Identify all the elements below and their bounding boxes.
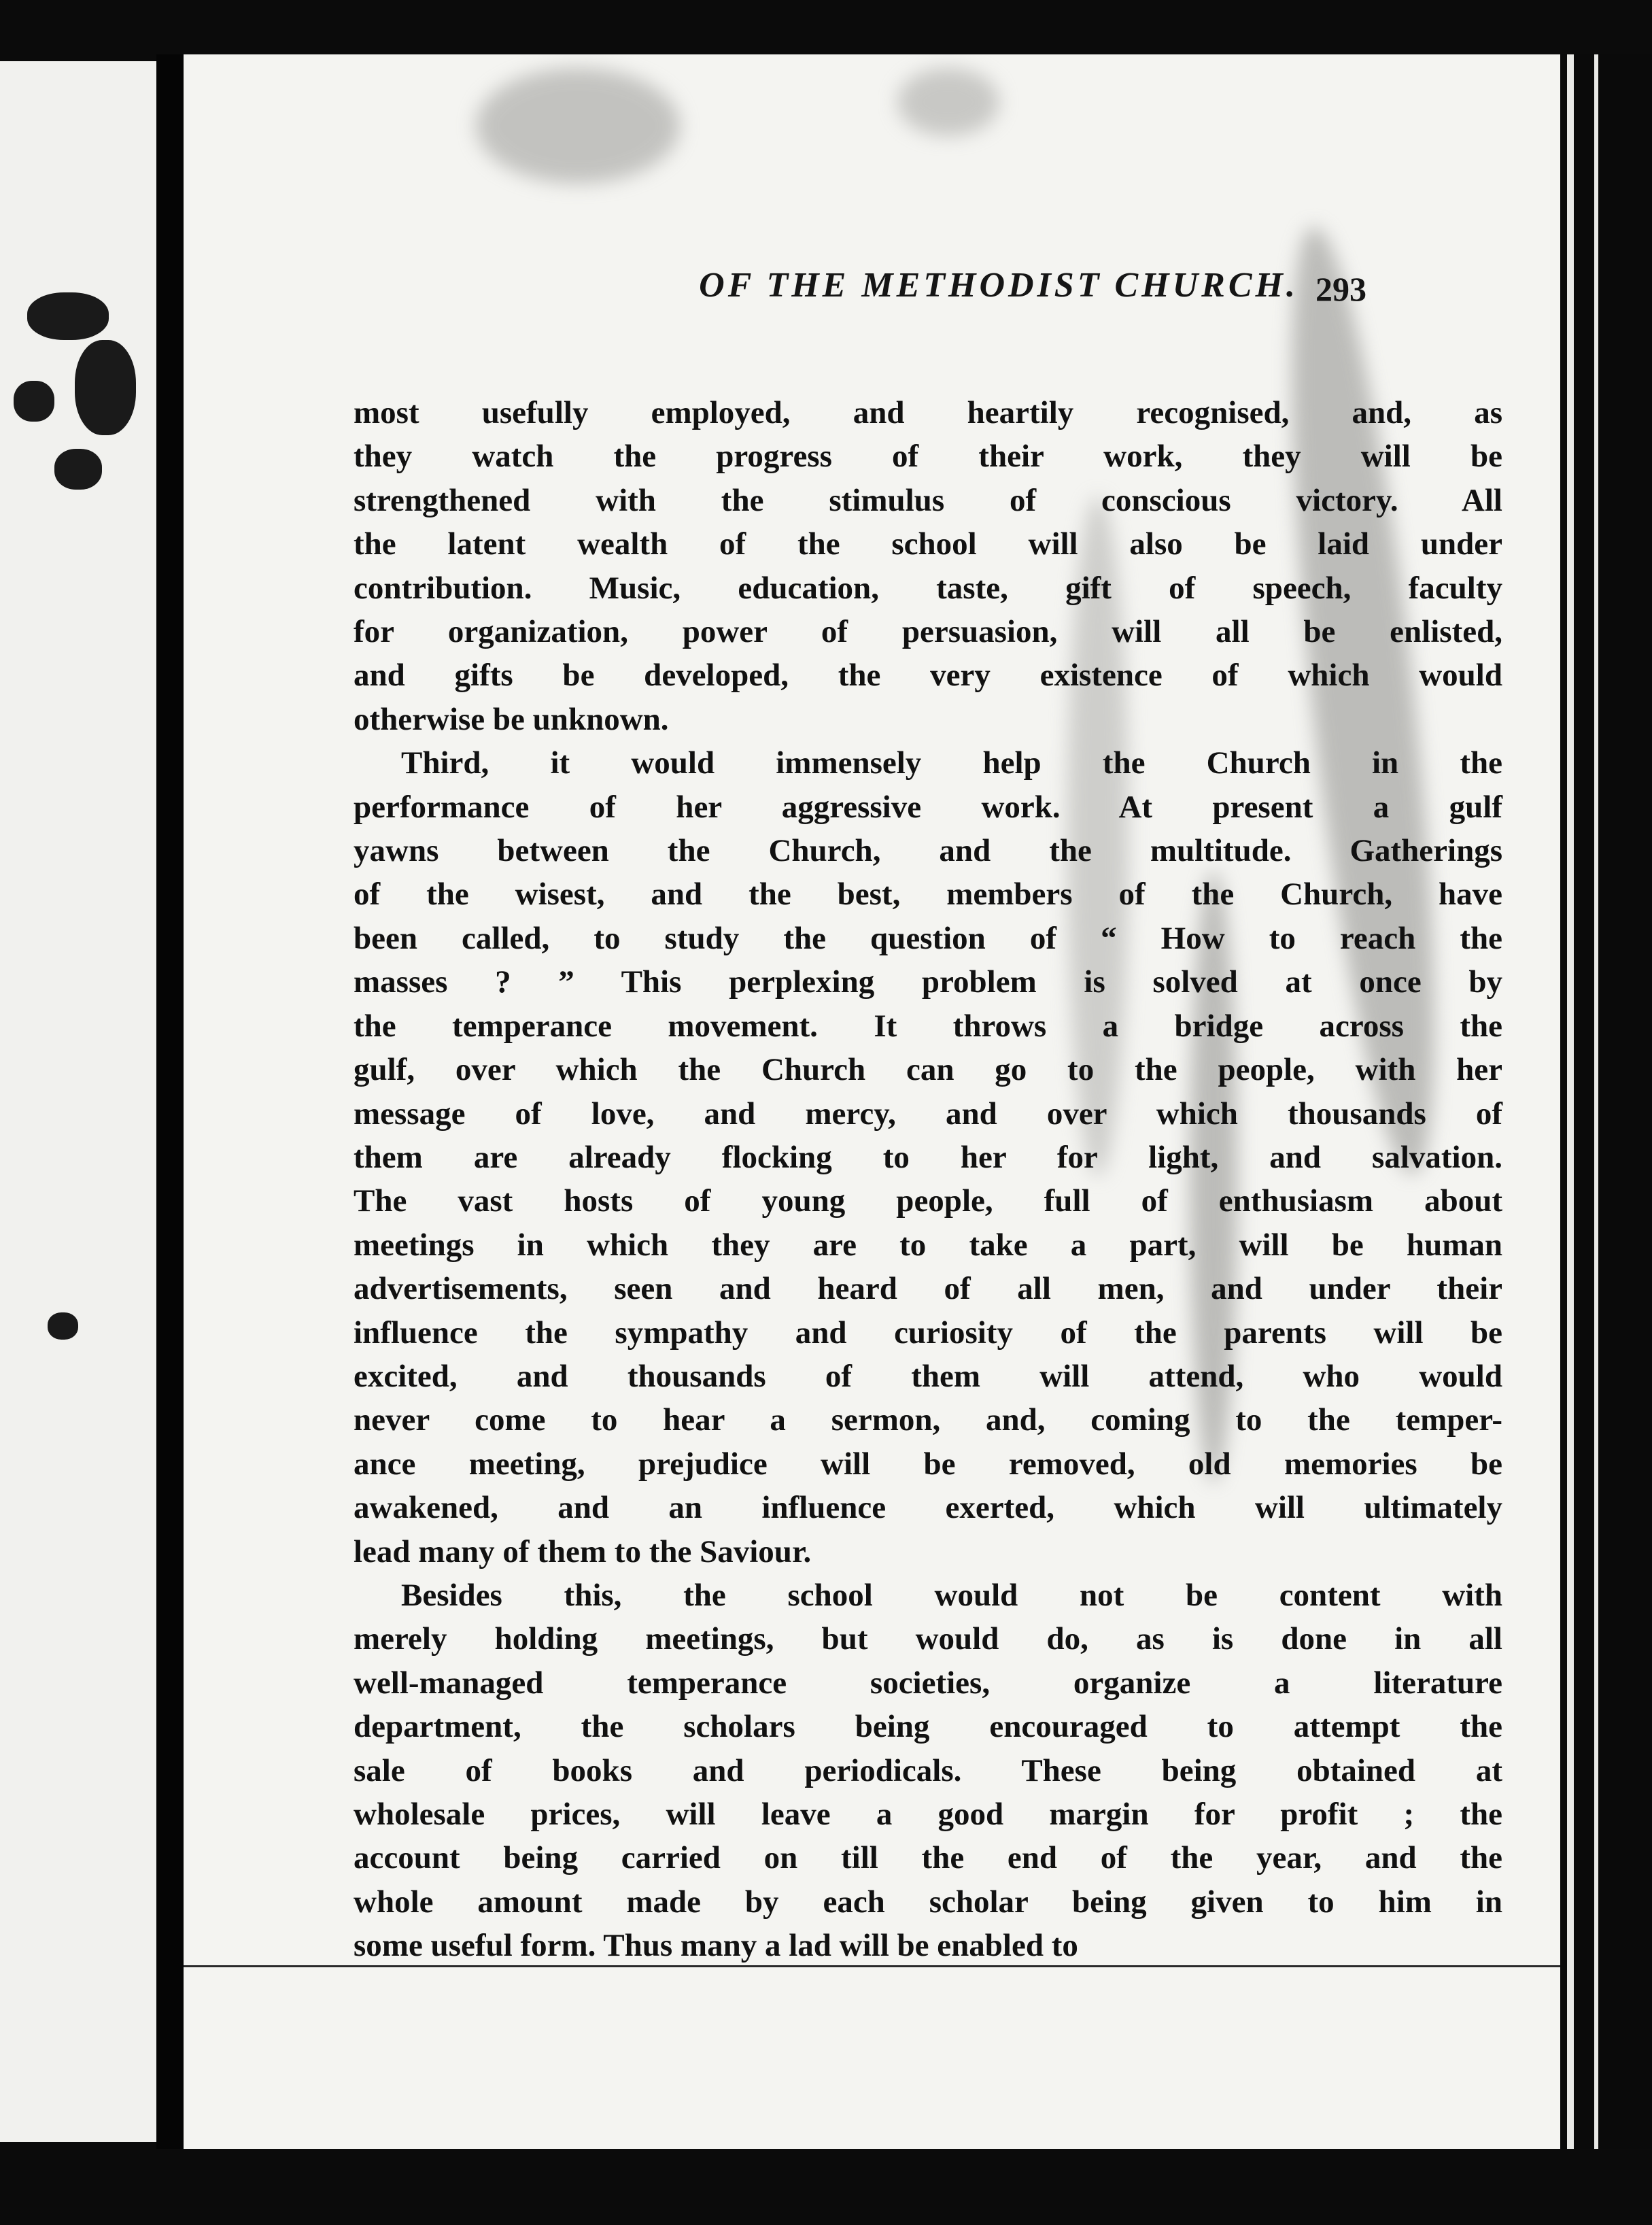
text-line: them are already flocking to her for light, and salvation. <box>354 1139 1502 1175</box>
page-number: 293 <box>1315 270 1366 308</box>
text-line: of the wisest, and the best, members of the Church, have <box>354 877 1502 913</box>
text-line: contribution. Music, education, taste, gift of speech, faculty <box>354 570 1502 606</box>
text-line: whole amount made by each scholar being given to him in <box>354 1884 1502 1920</box>
film-edge <box>1560 54 1652 2149</box>
text-line: awakened, and an influence exerted, which will ultimately <box>354 1490 1502 1526</box>
text-line: masses ? ” This perplexing problem is solved at once by <box>354 964 1502 1000</box>
bottom-rule <box>184 1965 1560 1967</box>
text-line: never come to hear a sermon, and, coming to the temper- <box>354 1402 1502 1438</box>
smudge <box>897 68 999 136</box>
film-edge-line <box>1567 54 1574 2149</box>
text-line: ance meeting, prejudice will be removed, old memories be <box>354 1446 1502 1482</box>
text-line: influence the sympathy and curiosity of the parents will be <box>354 1314 1502 1351</box>
ink-blot <box>27 292 109 340</box>
running-head: OF THE METHODIST CHURCH. <box>699 266 1298 305</box>
text-line: excited, and thousands of them will attend, who would <box>354 1358 1502 1394</box>
text-line: some useful form. Thus many a lad will be enabled to <box>354 1928 1078 1964</box>
text-line: message of love, and mercy, and over which thousands of <box>354 1095 1502 1132</box>
text-line: The vast hosts of young people, full of enthusiasm about <box>354 1183 1502 1219</box>
text-line: merely holding meetings, but would do, as is done in all <box>354 1621 1502 1657</box>
text-line: advertisements, seen and heard of all men, and under their <box>354 1271 1502 1307</box>
text-line: otherwise be unknown. <box>354 701 669 737</box>
text-line: for organization, power of persuasion, will all be enlisted, <box>354 614 1502 650</box>
text-line: sale of books and periodicals. These being obtained at <box>354 1752 1502 1788</box>
text-line: Third, it would immensely help the Church in the <box>401 745 1502 781</box>
text-line: strengthened with the stimulus of conscious victory. All <box>354 482 1502 518</box>
text-line: department, the scholars being encouraged to attempt the <box>354 1709 1502 1745</box>
paragraph <box>354 741 1502 1574</box>
ink-blot <box>54 449 102 490</box>
text-line: the temperance movement. It throws a bridge across the <box>354 1008 1502 1044</box>
text-line: been called, to study the question of “ How to reach the <box>354 920 1502 956</box>
smudge <box>476 68 680 184</box>
text-line: gulf, over which the Church can go to the people, with her <box>354 1052 1502 1088</box>
text-line: yawns between the Church, and the multitude. Gatherings <box>354 833 1502 869</box>
text-line: meetings in which they are to take a part, will be human <box>354 1227 1502 1263</box>
ink-blot <box>14 381 54 422</box>
text-line: the latent wealth of the school will also be laid under <box>354 526 1502 562</box>
text-line: wholesale prices, will leave a good margin for profit ; the <box>354 1797 1502 1832</box>
text-line: most usefully employed, and heartily recognised, and, as <box>354 395 1502 430</box>
facing-page-strip <box>0 61 156 2142</box>
film-edge-line <box>1594 54 1598 2149</box>
ink-blot <box>48 1312 78 1340</box>
text-line: account being carried on till the end of the year, and the <box>354 1840 1502 1876</box>
book-page <box>184 54 1560 2149</box>
body-text <box>354 391 1502 1968</box>
text-line: and gifts be developed, the very existence of which would <box>354 658 1502 694</box>
text-line: lead many of them to the Saviour. <box>354 1533 812 1569</box>
text-line: performance of her aggressive work. At present a gulf <box>354 789 1502 825</box>
ink-blot <box>75 340 136 435</box>
page-gutter <box>156 54 184 2149</box>
text-line: Besides this, the school would not be content with <box>401 1577 1502 1613</box>
paragraph <box>354 391 1502 741</box>
text-line: well-managed temperance societies, organize a literature <box>354 1665 1502 1701</box>
paragraph <box>354 1574 1502 1968</box>
text-line: they watch the progress of their work, they will be <box>354 439 1502 475</box>
